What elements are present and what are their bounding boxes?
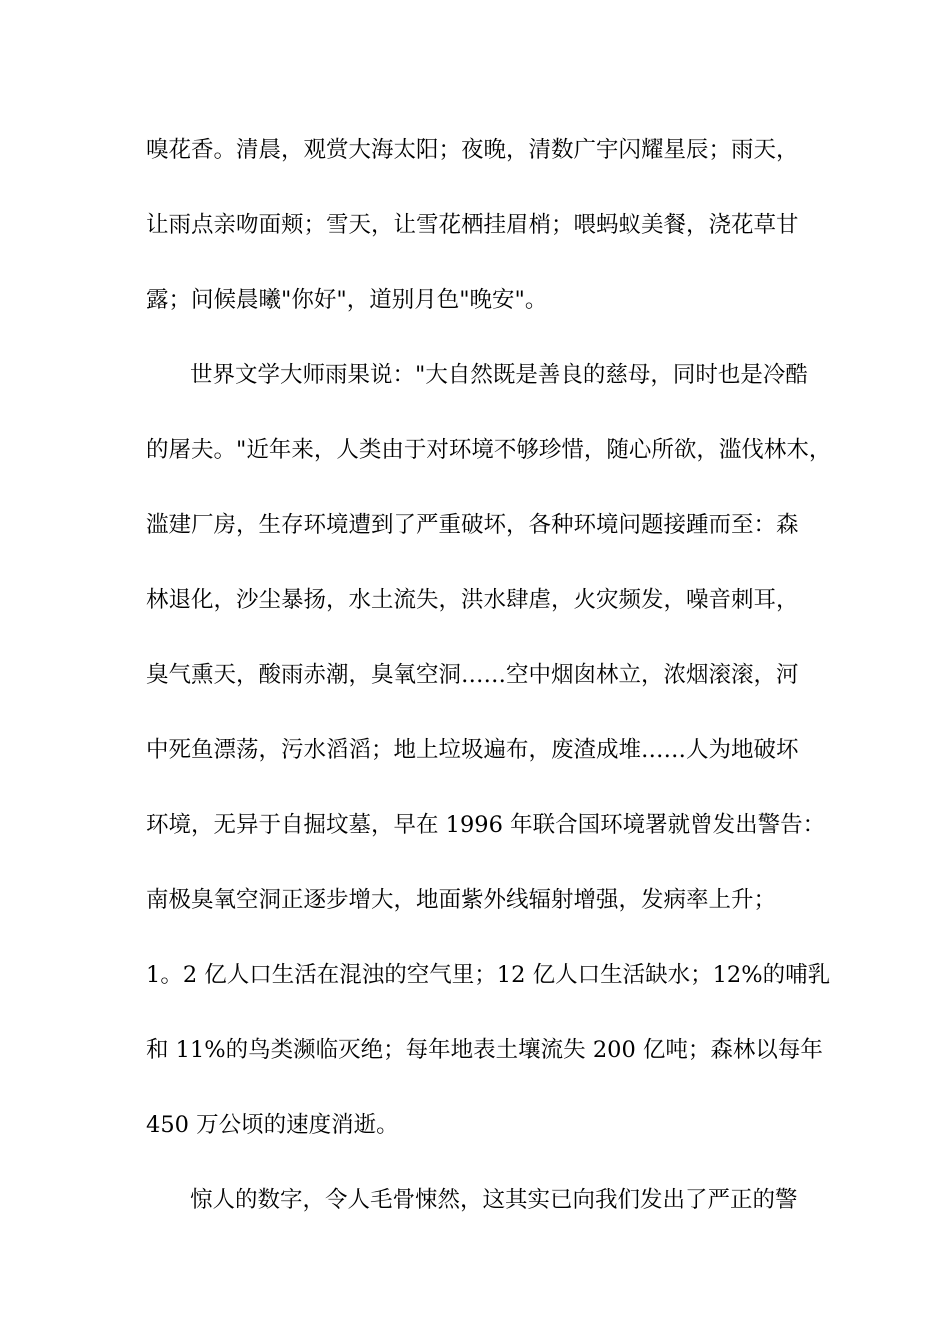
text-line: 和 11%的鸟类濒临灭绝；每年地表土壤流失 200 亿吨；森林以每年 (146, 1037, 823, 1063)
text-line: 环境，无异于自掘坟墓，早在 1996 年联合国环境署就曾发出警告： (146, 812, 826, 838)
paragraph-first-line: 惊人的数字，令人毛骨悚然，这其实已向我们发出了严正的警 (190, 1187, 798, 1213)
text-line: 滥建厂房，生存环境遭到了严重破坏，各种环境问题接踵而至：森 (146, 512, 799, 538)
text-line: 南极臭氧空洞正逐步增大，地面紫外线辐射增强，发病率上升； (146, 887, 777, 913)
text-line: 嗅花香。清晨，观赏大海太阳；夜晚，清数广宇闪耀星辰；雨天， (146, 137, 799, 163)
text-line: 臭气熏天，酸雨赤潮，臭氧空洞……空中烟囱林立，浓烟滚滚，河 (146, 662, 799, 688)
text-line: 让雨点亲吻面颊；雪天，让雪花栖挂眉梢；喂蚂蚁美餐，浇花草甘 (146, 212, 799, 238)
text-line: 林退化，沙尘暴扬，水土流失，洪水肆虐，火灾频发，噪音刺耳， (146, 587, 799, 613)
text-line: 中死鱼漂荡，污水滔滔；地上垃圾遍布，废渣成堆……人为地破坏 (146, 737, 799, 763)
text-line: 的屠夫。"近年来，人类由于对环境不够珍惜，随心所欲，滥伐林木， (146, 437, 832, 463)
text-line: 露；问候晨曦"你好"，道别月色"晚安"。 (146, 287, 548, 313)
text-line: 450 万公顷的速度消逝。 (146, 1112, 399, 1138)
text-line: 1。2 亿人口生活在混浊的空气里；12 亿人口生活缺水；12%的哺乳 (146, 962, 831, 988)
paragraph-first-line: 世界文学大师雨果说："大自然既是善良的慈母，同时也是冷酷 (190, 362, 808, 388)
